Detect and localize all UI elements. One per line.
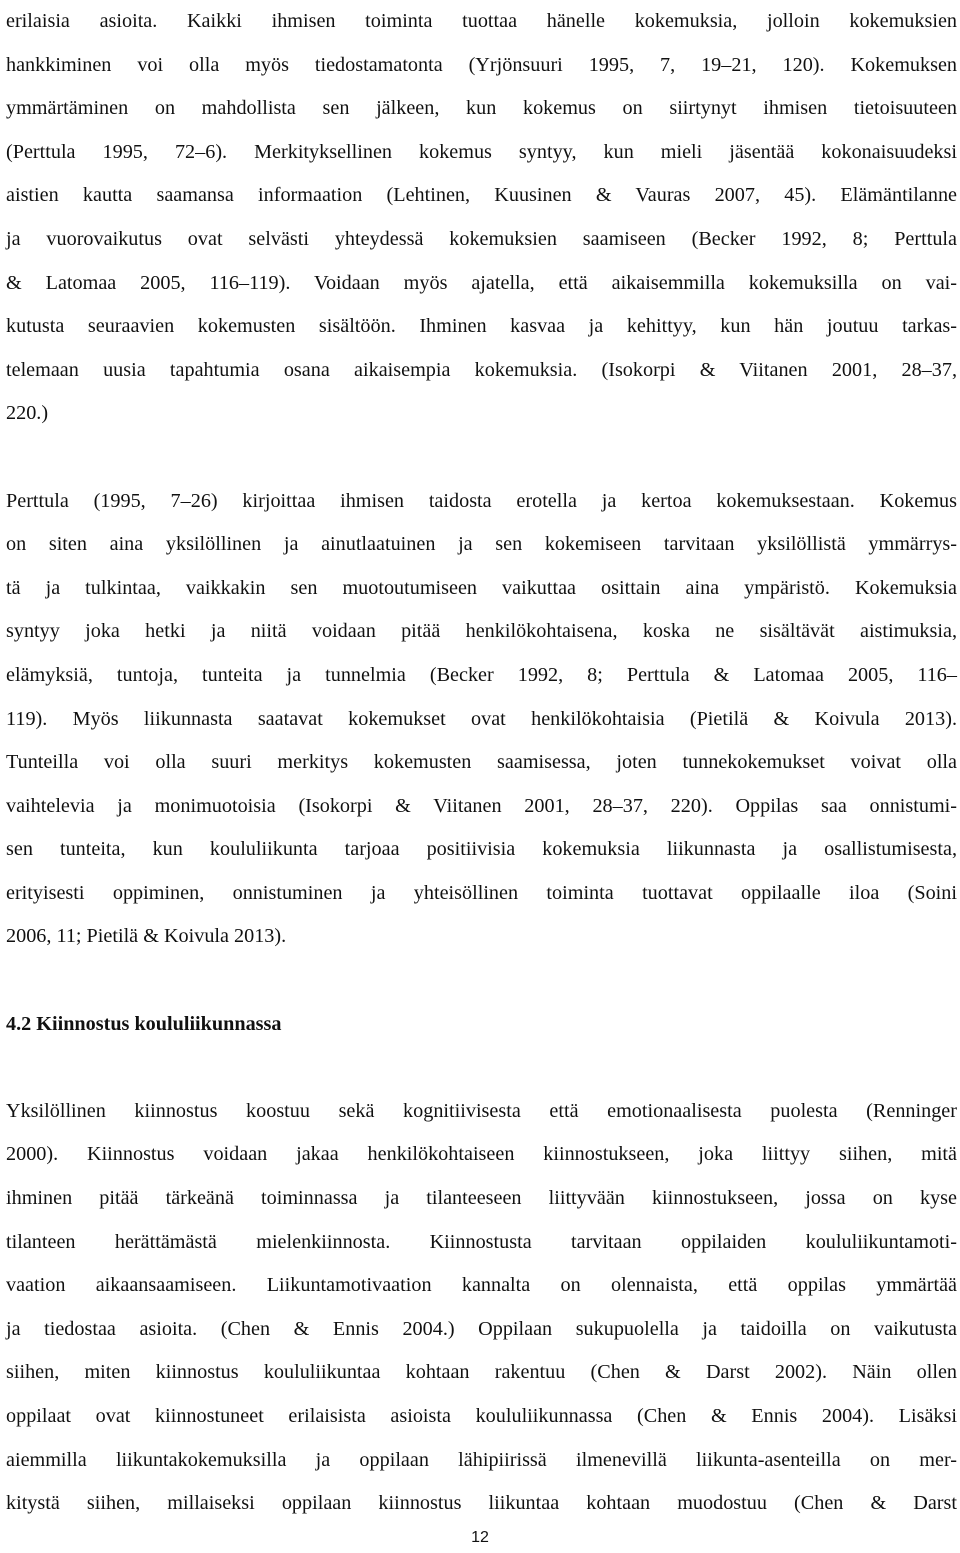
paragraph-gap <box>6 1046 957 1090</box>
text-line: (Perttula 1995, 72–6). Merkityksellinen kokemus syntyy, kun mieli jäsentää kokonaisuudeksi <box>6 140 957 163</box>
text-line: Yksilöllinen kiinnostus koostuu sekä kognitiivisesta että emotionaalisesta puolesta (Renninger <box>6 1099 957 1122</box>
text-line: ja vuorovaikutus ovat selvästi yhteydessä kokemuksien saamiseen (Becker 1992, 8; Perttula <box>6 227 957 250</box>
text-line: kutusta seuraavien kokemusten sisältöön. Ihminen kasvaa ja kehittyy, kun hän joutuu tarkas- <box>6 315 957 338</box>
paragraph-interest <box>6 1090 957 1526</box>
document-page <box>6 0 957 1526</box>
text-line: tilanteen herättämästä mielenkiinnosta. Kiinnostusta tarvitaan oppilaiden koululiikuntamoti- <box>6 1230 957 1253</box>
page-number: 12 <box>471 1529 489 1546</box>
paragraph-experience <box>6 0 957 436</box>
text-line: tä ja tulkintaa, vaikkakin sen muotoutumiseen vaikuttaa osittain aina ympäristö. Kokemuksia <box>6 576 957 599</box>
section-heading: 4.2 Kiinnostus koululiikunnassa <box>6 1012 282 1035</box>
text-line: on siten aina yksilöllinen ja ainutlaatuinen ja sen kokemiseen tarvitaan yksilöllistä ymmärrys- <box>6 533 957 556</box>
text-line: sen tunteita, kun koululiikunta tarjoaa positiivisia kokemuksia liikunnasta ja osallistumisesta, <box>6 838 957 861</box>
text-line: aistien kautta saamansa informaation (Lehtinen, Kuusinen & Vauras 2007, 45). Elämäntilanne <box>6 184 957 207</box>
text-line: Tunteilla voi olla suuri merkitys kokemusten saamisessa, joten tunnekokemukset voivat olla <box>6 751 957 774</box>
paragraph-perttula <box>6 480 957 960</box>
text-line: vaation aikaansaamiseen. Liikuntamotivaation kannalta on olennaista, että oppilas ymmärtää <box>6 1274 957 1297</box>
text-line: hankkiminen voi olla myös tiedostamatonta (Yrjönsuuri 1995, 7, 19–21, 120). Kokemuksen <box>6 53 957 76</box>
paragraph-gap <box>6 436 957 480</box>
text-line: ymmärtäminen on mahdollista sen jälkeen, kun kokemus on siirtynyt ihmisen tietoisuuteen <box>6 97 957 120</box>
text-line: syntyy joka hetki ja niitä voidaan pitää henkilökohtaisena, koska ne sisältävät aistimuksia, <box>6 620 957 643</box>
text-line: ja tiedostaa asioita. (Chen & Ennis 2004.) Oppilaan sukupuolella ja taidoilla on vaikutusta <box>6 1317 957 1340</box>
paragraph-gap <box>6 959 957 1003</box>
text-line: aiemmilla liikuntakokemuksilla ja oppilaan lähipiirissä ilmenevillä liikunta-asenteilla on mer- <box>6 1448 957 1471</box>
text-line: 220.) <box>6 402 49 425</box>
text-line: Perttula (1995, 7–26) kirjoittaa ihmisen taidosta erotella ja kertoa kokemuksestaan. Kokemus <box>6 489 957 512</box>
text-line: erityisesti oppiminen, onnistuminen ja yhteisöllinen toiminta tuottavat oppilaalle iloa (Soini <box>6 881 957 904</box>
text-line: & Latomaa 2005, 116–119). Voidaan myös ajatella, että aikaisemmilla kokemuksilla on vai- <box>6 271 957 294</box>
text-line: oppilaat ovat kiinnostuneet erilaisista asioista koululiikunnassa (Chen & Ennis 2004). Lisäksi <box>6 1405 957 1427</box>
text-line: erilaisia asioita. Kaikki ihmisen toiminta tuottaa hänelle kokemuksia, jolloin kokemuksien <box>6 10 957 32</box>
text-line: 2006, 11; Pietilä & Koivula 2013). <box>6 925 287 948</box>
text-line: elämyksiä, tuntoja, tunteita ja tunnelmia (Becker 1992, 8; Perttula & Latomaa 2005, 116– <box>6 663 957 686</box>
text-line: siihen, miten kiinnostus koululiikuntaa kohtaan rakentuu (Chen & Darst 2002). Näin ollen <box>6 1361 957 1384</box>
text-line: ihminen pitää tärkeänä toiminnassa ja tilanteeseen liittyvään kiinnostukseen, jossa on kyse <box>6 1187 957 1210</box>
text-line: vaihtelevia ja monimuotoisia (Isokorpi & Viitanen 2001, 28–37, 220). Oppilas saa onnistumi- <box>6 794 957 817</box>
text-line: kitystä siihen, millaiseksi oppilaan kiinnostus liikuntaa kohtaan muodostuu (Chen & Darst <box>6 1492 957 1515</box>
text-line: 119). Myös liikunnasta saatavat kokemukset ovat henkilökohtaisia (Pietilä & Koivula 2013). <box>6 707 957 730</box>
text-line: telemaan uusia tapahtumia osana aikaisempia kokemuksia. (Isokorpi & Viitanen 2001, 28–37, <box>6 358 957 381</box>
text-line: 2000). Kiinnostus voidaan jakaa henkilökohtaiseen kiinnostukseen, joka liittyy siihen, mitä <box>6 1143 957 1166</box>
